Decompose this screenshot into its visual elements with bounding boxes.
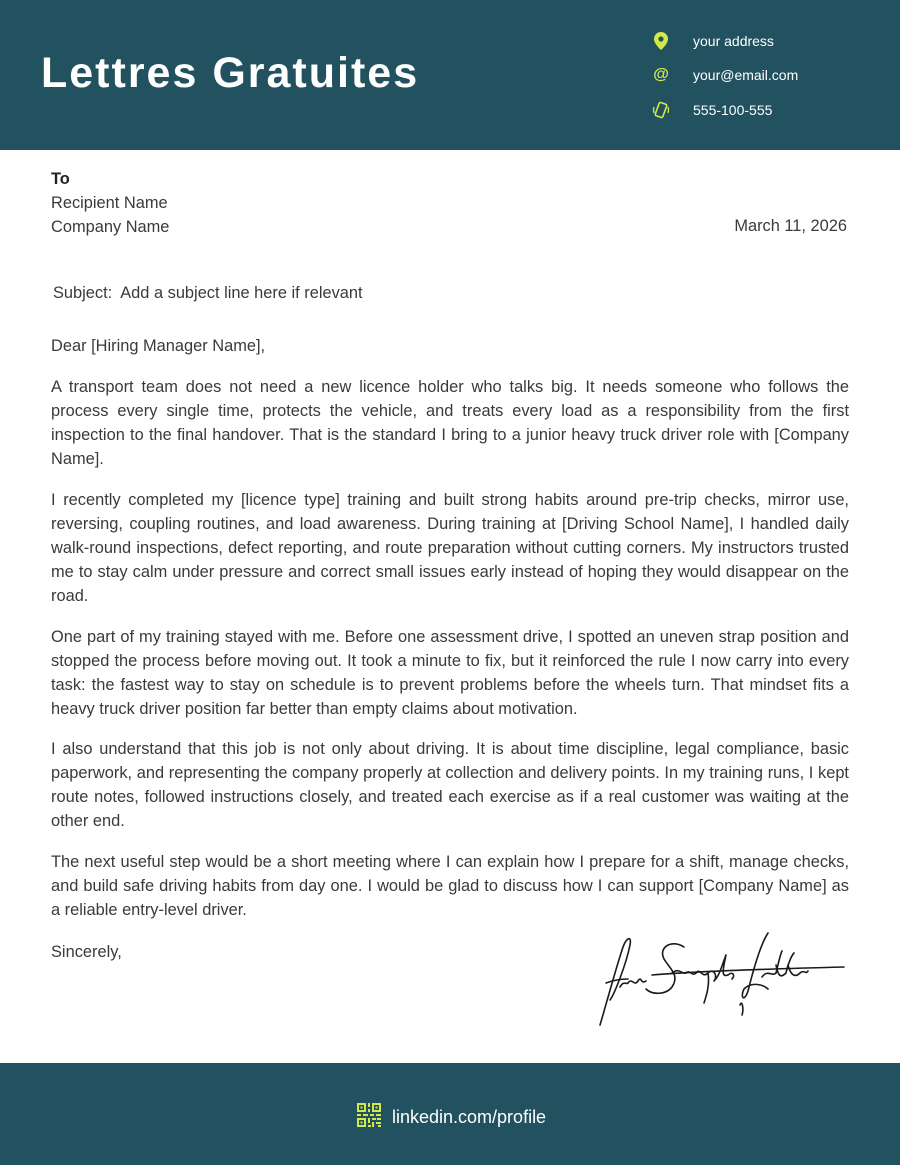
to-label: To (51, 170, 70, 188)
subject-line (53, 281, 363, 305)
subject-label: Subject: (53, 284, 113, 302)
contact-address-text: your address (693, 33, 774, 49)
contact-phone-text: 555-100-555 (693, 102, 773, 118)
body-paragraph-1: A transport team does not need a new licence holder who talks big. It needs someone who follows the process every single time, protects the vehicle, and treats every load as a responsibility from the first inspection to the final handover. That is the standard I bring to a junior heavy truck driver role with [Company Name]. (51, 378, 849, 468)
body-paragraph-3: One part of my training stayed with me. Before one assessment drive, I spotted an uneven strap position and stopped the process before moving out. It took a minute to fix, but it reinforced the rule I now carry into every task: the fastest way to stay on schedule is to prevent problems before the wheels turn. That mindset fits a heavy truck driver position far better than empty claims about motivation. (51, 628, 849, 718)
qr-code-icon (357, 1103, 381, 1132)
phone-icon (650, 99, 672, 121)
location-pin-icon (650, 30, 672, 52)
body-paragraph-2: I recently completed my [licence type] training and built strong habits around pre-trip checks, mirror use, reversing, coupling routines, and load awareness. During training at [Driving School Name], I handled daily walk-round inspections, defect reporting, and route preparation without cutting corners. My instructors trusted me to stay calm under pressure and correct small issues early instead of hoping they would disappear on the road. (51, 491, 849, 605)
body-paragraph-4: I also understand that this job is not only about driving. It is about time discipline, legal compliance, basic paperwork, and representing the company properly at collection and delivery points. In my training runs, I kept route notes, followed instructions closely, and treated each exercise as if a real customer was waiting at the other end. (51, 740, 849, 830)
letter-date: March 11, 2026 (734, 217, 847, 235)
contact-phone (650, 99, 772, 121)
recipient-name: Recipient Name (51, 194, 168, 212)
at-sign-icon: @ (653, 66, 669, 83)
contact-address (650, 30, 774, 52)
contact-email-text: your@email.com (693, 67, 799, 83)
salutation: Dear [Hiring Manager Name], (51, 337, 266, 355)
recipient-company: Company Name (51, 218, 170, 236)
signature-image (592, 925, 852, 1030)
brand-title: Lettres Gratuites (41, 49, 420, 97)
subject-text: Add a subject line here if relevant (120, 284, 363, 302)
contact-email (650, 64, 798, 86)
linkedin-link[interactable] (357, 1103, 546, 1132)
body-paragraph-5: The next useful step would be a short meeting where I can explain how I prepare for a shift, manage checks, and build safe driving habits from day one. I would be glad to discuss how I can support [Company Name] as a reliable entry-level driver. (51, 853, 849, 919)
linkedin-link-text[interactable]: linkedin.com/profile (392, 1107, 547, 1127)
closing: Sincerely, (51, 943, 122, 961)
